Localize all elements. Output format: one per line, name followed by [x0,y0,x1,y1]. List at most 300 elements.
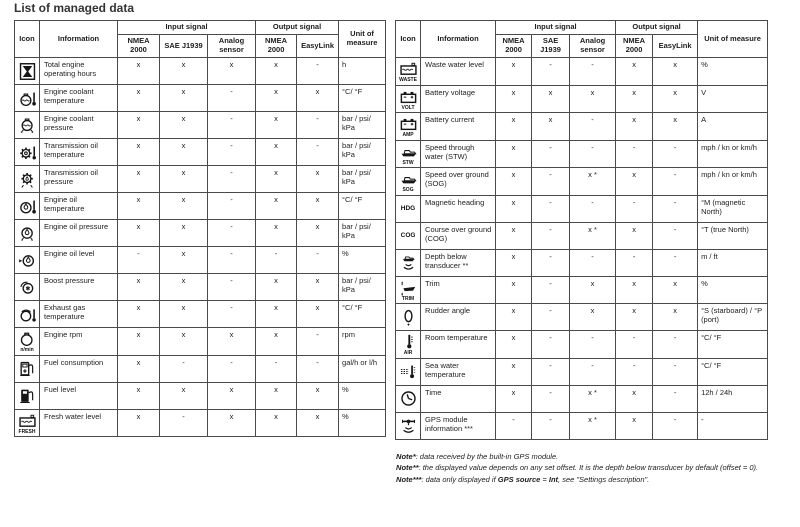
signal-value: x [256,166,297,193]
signal-value: x [118,301,160,328]
transmission-oil-temperature-icon [16,143,38,162]
icon-cell [396,58,421,86]
row-information: Boost pressure [40,274,118,301]
signal-value: x [616,113,653,141]
row-unit: bar / psi/ kPa [339,139,386,166]
row-unit: °C/ °F [339,85,386,112]
signal-value: x [160,247,208,274]
signal-value: - [616,358,653,385]
col-header-nmea2000-in: NMEA 2000 [118,35,160,58]
table-row [15,58,386,85]
icon-cell [396,113,421,141]
signal-value: x [653,113,698,141]
row-unit: mph / kn or km/h [698,140,768,168]
signal-value: x [496,195,532,222]
col-header-input-signal: Input signal [496,21,616,35]
icon-caption: WASTE [399,77,417,83]
engine-coolant-temperature-icon [16,89,38,108]
row-information: Rudder angle [421,304,496,331]
icon-cell [396,304,421,331]
waste-water-level-icon [397,59,419,84]
gps-module-information-icon [397,416,419,435]
row-unit: bar / psi/ kPa [339,220,386,247]
fuel-level-icon [16,386,38,405]
col-header-easylink: EasyLink [653,35,698,58]
signal-value: - [496,412,532,439]
row-unit: °C/ °F [698,358,768,385]
row-information: Transmission oil temperature [40,139,118,166]
signal-value: - [208,274,256,301]
depth-below-transducer-icon [397,253,419,272]
battery-voltage-icon [397,87,419,112]
signal-value: x [160,58,208,85]
col-header-input-signal: Input signal [118,21,256,35]
col-header-nmea2000-in: NMEA 2000 [496,35,532,58]
signal-value: x [297,85,339,112]
signal-value: - [532,249,570,276]
table-row [15,166,386,193]
signal-value: x [118,382,160,409]
col-header-icon: Icon [15,21,40,58]
icon-cell [396,331,421,359]
row-unit: % [339,247,386,274]
signal-value: x [496,222,532,249]
icon-cell [15,328,40,356]
managed-data-table-left [14,20,386,437]
row-unit: m / ft [698,249,768,276]
row-information: Waste water level [421,58,496,86]
engine-coolant-pressure-icon [16,116,38,135]
row-unit: A [698,113,768,141]
table-row [15,247,386,274]
icon-cell [15,112,40,139]
row-unit: bar / psi/ kPa [339,274,386,301]
signal-value: x [570,304,616,331]
icon-cell [15,301,40,328]
signal-value: - [208,139,256,166]
managed-data-table-right [395,20,768,440]
icon-caption: TRIM [401,295,415,302]
row-unit: bar / psi/ kPa [339,166,386,193]
signal-value: x [616,222,653,249]
signal-value: - [653,331,698,359]
tables-layout [14,20,768,485]
row-information: Speed over ground (SOG) [421,168,496,196]
row-information: Trim [421,276,496,304]
table-row [15,274,386,301]
table-row [15,409,386,437]
signal-value: x [256,139,297,166]
icon-cell [15,139,40,166]
signal-value: - [297,58,339,85]
signal-value: x [616,385,653,412]
col-header-output-signal: Output signal [256,21,339,35]
row-unit: °M (magnetic North) [698,195,768,222]
engine-oil-pressure-icon [16,224,38,243]
icon-cell [15,193,40,220]
signal-value: x [532,113,570,141]
row-information: Exhaust gas temperature [40,301,118,328]
signal-value: x [616,412,653,439]
signal-value: x [160,193,208,220]
note: Note*: data received by the built-in GPS module. [396,451,559,461]
row-unit: °C/ °F [339,193,386,220]
row-information: Fresh water level [40,409,118,437]
signal-value: x [160,85,208,112]
table-row [15,85,386,112]
signal-value: x [532,85,570,113]
signal-value: x [118,274,160,301]
signal-value: - [532,385,570,412]
transmission-oil-pressure-icon [16,170,38,189]
icon-cell [396,168,421,196]
signal-value: x [256,409,297,437]
signal-value: - [570,358,616,385]
signal-value: - [653,168,698,196]
signal-value: - [532,304,570,331]
col-header-easylink: EasyLink [297,35,339,58]
row-information: Sea water temperature [421,358,496,385]
row-information: Fuel consumption [40,355,118,382]
row-information: Depth below transducer ** [421,249,496,276]
signal-value: - [297,112,339,139]
row-unit: % [339,382,386,409]
col-header-unit-of-measure: Unit of measure [698,21,768,58]
signal-value: x [297,382,339,409]
signal-value: - [532,222,570,249]
fuel-consumption-icon [16,359,38,378]
icon-caption: FRESH [18,428,36,435]
icon-caption: SOG [402,187,414,193]
signal-value: x [160,220,208,247]
signal-value: - [570,195,616,222]
room-temperature-icon [397,332,419,357]
row-unit: % [698,276,768,304]
row-information: GPS module information *** [421,412,496,439]
table-row [396,85,768,113]
signal-value: - [653,222,698,249]
row-information: Battery voltage [421,85,496,113]
signal-value: - [653,249,698,276]
signal-value: x [160,382,208,409]
table-row [396,140,768,168]
row-unit: 12h / 24h [698,385,768,412]
signal-value: x [496,85,532,113]
signal-value: x [208,328,256,356]
signal-value: x [297,274,339,301]
signal-value: x [256,220,297,247]
signal-value: x [616,304,653,331]
col-header-information: Information [421,21,496,58]
table-row [396,304,768,331]
signal-value: - [160,355,208,382]
signal-value: x [496,276,532,304]
row-unit: % [698,58,768,86]
signal-value: x [616,58,653,86]
table-row [396,113,768,141]
row-information: Total engine operating hours [40,58,118,85]
signal-value: - [570,331,616,359]
signal-value: - [256,247,297,274]
col-header-analog-sensor: Analog sensor [570,35,616,58]
icon-caption: VOLT [401,104,415,111]
signal-value: x [616,85,653,113]
signal-value: x * [570,168,616,196]
signal-value: - [616,140,653,168]
signal-value: x [256,301,297,328]
col-header-nmea2000-out: NMEA 2000 [616,35,653,58]
signal-value: x [570,85,616,113]
signal-value: x [160,112,208,139]
signal-value: x [256,58,297,85]
boost-pressure-icon [16,278,38,297]
signal-value: x [160,301,208,328]
signal-value: x [118,112,160,139]
signal-value: - [208,112,256,139]
col-header-unit-of-measure: Unit of measure [339,21,386,58]
signal-value: x [118,139,160,166]
table-row [396,358,768,385]
row-unit: °T (true North) [698,222,768,249]
row-unit: V [698,85,768,113]
signal-value: x [208,382,256,409]
table-row [396,412,768,439]
magnetic-heading-icon [397,205,419,212]
signal-value: - [616,331,653,359]
signal-value: - [570,140,616,168]
signal-value: - [653,385,698,412]
signal-value: x [208,409,256,437]
signal-value: - [160,409,208,437]
icon-cell [15,58,40,85]
icon-cell [396,222,421,249]
col-header-analog-sensor: Analog sensor [208,35,256,58]
exhaust-gas-temperature-icon [16,305,38,324]
signal-value: x [118,355,160,382]
col-header-sae-j1939: SAE J1939 [532,35,570,58]
signal-value: - [532,140,570,168]
icon-cell [396,195,421,222]
row-information: Engine oil level [40,247,118,274]
row-information: Magnetic heading [421,195,496,222]
signal-value: - [208,193,256,220]
signal-value: - [653,140,698,168]
icon-caption: AMP [402,132,414,138]
time-icon [397,389,419,408]
icon-caption: STW [402,159,414,166]
row-information: Engine oil pressure [40,220,118,247]
signal-value: x [297,166,339,193]
signal-value: x [653,85,698,113]
signal-value: x [160,166,208,193]
row-information: Time [421,385,496,412]
icon-cell [396,358,421,385]
signal-value: - [570,113,616,141]
row-unit: gal/h or l/h [339,355,386,382]
hourglass-icon [16,62,38,81]
signal-value: - [616,195,653,222]
signal-value: x [256,193,297,220]
signal-value: - [532,276,570,304]
signal-value: x * [570,412,616,439]
signal-value: x [653,276,698,304]
table-row [396,331,768,359]
signal-value: x [496,249,532,276]
course-over-ground-icon [397,232,419,239]
icon-caption: HDG [400,204,416,212]
signal-value: x [118,328,160,356]
note: Note***: data only displayed if GPS source = Int, see "Settings description". [396,474,650,484]
signal-value: x [496,168,532,196]
table-row [15,139,386,166]
notes [395,451,768,486]
signal-value: - [297,355,339,382]
signal-value: - [653,358,698,385]
engine-rpm-icon [16,329,38,354]
table-row [15,193,386,220]
signal-value: x [118,193,160,220]
signal-value: x [208,58,256,85]
col-header-icon: Icon [396,21,421,58]
icon-cell [396,85,421,113]
row-unit: °S (starboard) / °P (port) [698,304,768,331]
signal-value: x [118,220,160,247]
signal-value: - [297,139,339,166]
row-unit: h [339,58,386,85]
row-unit: bar / psi/ kPa [339,112,386,139]
trim-icon [397,278,419,303]
signal-value: x [616,276,653,304]
icon-cell [396,249,421,276]
icon-cell [15,166,40,193]
signal-value: x [256,328,297,356]
icon-caption: n/min [20,347,34,353]
icon-cell [396,385,421,412]
row-unit: mph / kn or km/h [698,168,768,196]
icon-caption: AIR [403,350,413,356]
row-unit: - [698,412,768,439]
col-header-information: Information [40,21,118,58]
fresh-water-level-icon [16,411,38,436]
page-title: List of managed data [14,1,135,15]
icon-cell [15,247,40,274]
table-row [15,220,386,247]
signal-value: x [297,301,339,328]
signal-value: - [616,249,653,276]
table-row [396,195,768,222]
signal-value: x [256,274,297,301]
signal-value: - [208,166,256,193]
signal-value: x [496,331,532,359]
table-row [15,382,386,409]
icon-caption: COG [400,231,416,239]
row-information: Engine oil temperature [40,193,118,220]
table-row [15,301,386,328]
signal-value: - [532,195,570,222]
table-row [396,276,768,304]
icon-cell [15,220,40,247]
row-information: Battery current [421,113,496,141]
signal-value: x * [570,385,616,412]
col-header-nmea2000-out: NMEA 2000 [256,35,297,58]
signal-value: x * [570,222,616,249]
row-information: Fuel level [40,382,118,409]
row-information: Engine coolant temperature [40,85,118,112]
row-information: Room temperature [421,331,496,359]
note: Note**: the displayed value depends on any set offset. It is the depth below transducer by default (offset = 0). [396,463,759,473]
signal-value: - [208,247,256,274]
signal-value: - [118,247,160,274]
signal-value: - [653,412,698,439]
signal-value: x [160,328,208,356]
signal-value: x [496,113,532,141]
signal-value: - [532,412,570,439]
table-row [15,112,386,139]
signal-value: x [256,112,297,139]
icon-cell [15,409,40,437]
icon-cell [15,274,40,301]
signal-value: - [208,220,256,247]
signal-value: - [570,58,616,86]
signal-value: - [208,85,256,112]
icon-cell [396,276,421,304]
table-row [396,58,768,86]
signal-value: x [653,58,698,86]
signal-value: - [532,331,570,359]
row-unit: °C/ °F [339,301,386,328]
signal-value: x [256,382,297,409]
signal-value: - [297,328,339,356]
signal-value: x [160,139,208,166]
signal-value: - [532,358,570,385]
table-row [15,328,386,356]
row-information: Engine coolant pressure [40,112,118,139]
signal-value: - [653,195,698,222]
signal-value: x [496,58,532,86]
signal-value: - [532,58,570,86]
signal-value: - [256,355,297,382]
signal-value: x [496,385,532,412]
sea-water-temperature-icon [397,362,419,381]
signal-value: - [208,301,256,328]
row-unit: °C/ °F [698,331,768,359]
signal-value: x [496,140,532,168]
signal-value: x [297,220,339,247]
signal-value: x [118,166,160,193]
signal-value: x [496,304,532,331]
icon-cell [15,85,40,112]
signal-value: x [297,193,339,220]
row-information: Course over ground (COG) [421,222,496,249]
icon-cell [396,140,421,168]
signal-value: - [570,249,616,276]
table-row [15,355,386,382]
signal-value: x [256,85,297,112]
row-information: Speed through water (STW) [421,140,496,168]
signal-value: - [532,168,570,196]
signal-value: x [118,58,160,85]
col-header-output-signal: Output signal [616,21,698,35]
signal-value: x [118,409,160,437]
icon-cell [15,355,40,382]
speed-through-water-icon [397,142,419,167]
battery-current-icon [397,114,419,139]
table-row [396,249,768,276]
signal-value: x [496,358,532,385]
signal-value: x [160,274,208,301]
speed-over-ground-icon [397,169,419,194]
signal-value: x [297,409,339,437]
